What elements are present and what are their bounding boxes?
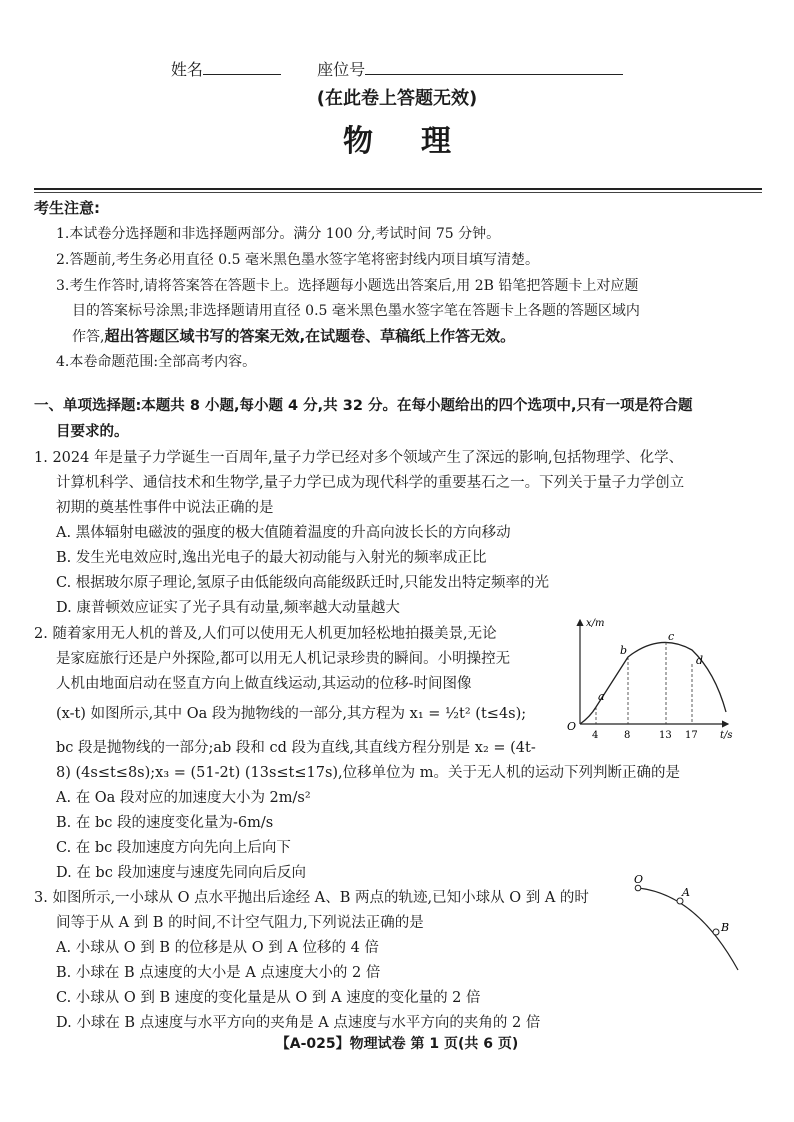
name-seat-row xyxy=(0,58,794,81)
point-d-label: d xyxy=(696,654,704,667)
note-3c-text: 作答, xyxy=(72,329,105,345)
point-b-label: b xyxy=(620,644,628,657)
q1-line-2: 计算机科学、通信技术和生物学,量子力学已成为现代科学的重要基石之一。下列关于量子力学创立 xyxy=(56,475,685,491)
q2-line-1: 2. 随着家用无人机的普及,人们可以使用无人机更加轻松地拍摄美景,无论 xyxy=(34,626,497,642)
y-axis-label: x/m xyxy=(586,618,605,629)
page-title: 物理 xyxy=(343,124,499,159)
q3-trajectory-figure xyxy=(626,874,746,974)
q2-xt-graph xyxy=(560,612,750,744)
q3-option-b: B. 小球在 B 点速度的大小是 A 点速度大小的 2 倍 xyxy=(56,965,381,981)
page-footer: 【A-025】物理试卷 第 1 页(共 6 页) xyxy=(275,1036,519,1052)
q3-line-2: 间等于从 A 到 B 的时间,不计空气阻力,下列说法正确的是 xyxy=(56,915,424,931)
q2-line-2: 是家庭旅行还是户外探险,都可以用无人机记录珍贵的瞬间。小明操控无 xyxy=(56,651,511,667)
q2-option-c: C. 在 bc 段加速度方向先向上后向下 xyxy=(56,840,291,856)
point-b-label: B xyxy=(721,921,730,934)
origin-label: O xyxy=(567,720,577,733)
seat-label: 座位号 xyxy=(317,60,366,79)
x-axis-label: t/s xyxy=(720,730,733,741)
header-divider-thin xyxy=(34,192,762,193)
q2-line-6: 8) (4s≤t≤8s);x₃ = (51-2t) (13s≤t≤17s),位移单位为 m。关于无人机的运动下列判断正确的是 xyxy=(56,765,681,781)
note-1: 1.本试卷分选择题和非选择题两部分。满分 100 分,考试时间 75 分钟。 xyxy=(56,226,501,242)
q2-line-4: (x-t) 如图所示,其中 Oa 段为抛物线的一部分,其方程为 x₁ = ½t² (t≤4s); xyxy=(56,706,527,722)
note-4: 4.本卷命题范围:全部高考内容。 xyxy=(56,354,257,370)
q1-option-c: C. 根据玻尔原子理论,氢原子由低能级向高能级跃迁时,只能发出特定频率的光 xyxy=(56,575,550,591)
tick-8: 8 xyxy=(624,730,631,741)
name-label: 姓名 xyxy=(170,60,203,79)
q1-line-1: 1. 2024 年是量子力学诞生一百周年,量子力学已经对多个领域产生了深远的影响,包括物理学、化学、 xyxy=(34,450,684,466)
q2-option-a: A. 在 Oa 段对应的加速度大小为 2m/s² xyxy=(56,790,311,806)
no-answer-notice: (在此卷上答题无效) xyxy=(316,88,478,109)
point-c-label: c xyxy=(668,630,675,643)
xt-curve xyxy=(580,642,726,724)
note-2: 2.答题前,考生务必用直径 0.5 毫米黑色墨水签字笔将密封线内项目填写清楚。 xyxy=(56,252,539,268)
q2-line-3: 人机由地面启动在竖直方向上做直线运动,其运动的位移-时间图像 xyxy=(56,676,472,692)
name-blank xyxy=(203,61,281,75)
q2-option-b: B. 在 bc 段的速度变化量为-6m/s xyxy=(56,815,274,831)
q3-option-a: A. 小球从 O 到 B 的位移是从 O 到 A 位移的 4 倍 xyxy=(56,940,379,956)
section-1-heading: 一、单项选择题:本题共 8 小题,每小题 4 分,共 32 分。在每小题给出的四个选项中,只有一项是符合题 xyxy=(34,398,693,414)
q2-line-5: bc 段是抛物线的一部分;ab 段和 cd 段为直线,其直线方程分别是 x₂ = (4t- xyxy=(56,740,536,756)
point-a-label: A xyxy=(682,886,690,899)
q1-option-a: A. 黑体辐射电磁波的强度的极大值随着温度的升高向波长长的方向移动 xyxy=(56,525,511,541)
point-b-dot xyxy=(713,929,719,935)
note-3c-bold: 超出答题区域书写的答案无效,在试题卷、草稿纸上作答无效。 xyxy=(104,327,516,345)
point-o-dot xyxy=(635,885,641,891)
seat-blank xyxy=(365,61,623,75)
section-1-heading-2: 目要求的。 xyxy=(56,424,129,440)
q1-line-3: 初期的奠基性事件中说法正确的是 xyxy=(56,500,274,516)
q1-option-b: B. 发生光电效应时,逸出光电子的最大初动能与入射光的频率成正比 xyxy=(56,550,487,566)
tick-17: 17 xyxy=(685,730,698,741)
q1-option-d: D. 康普顿效应证实了光子具有动量,频率越大动量越大 xyxy=(56,600,400,616)
q2-option-d: D. 在 bc 段加速度与速度先同向后反向 xyxy=(56,865,306,881)
notes-title: 考生注意: xyxy=(34,199,100,217)
q3-option-c: C. 小球从 O 到 B 速度的变化量是从 O 到 A 速度的变化量的 2 倍 xyxy=(56,990,481,1006)
note-3a: 3.考生作答时,请将答案答在答题卡上。选择题每小题选出答案后,用 2B 铅笔把答题卡上对应题 xyxy=(56,278,639,294)
point-o-label: O xyxy=(634,874,644,886)
q3-line-1: 3. 如图所示,一小球从 O 点水平抛出后途经 A、B 两点的轨迹,已知小球从 O 到 A 的时 xyxy=(34,890,589,906)
note-3c xyxy=(72,326,762,348)
tick-13: 13 xyxy=(659,730,672,741)
point-a-label: a xyxy=(598,690,605,703)
q3-option-d: D. 小球在 B 点速度与水平方向的夹角是 A 点速度与水平方向的夹角的 2 倍 xyxy=(56,1015,541,1031)
tick-4: 4 xyxy=(592,730,599,741)
header-divider xyxy=(34,188,762,190)
note-3b: 目的答案标号涂黑;非选择题请用直径 0.5 毫米黑色墨水签字笔在答题卡上各题的答题区域内 xyxy=(72,303,640,319)
